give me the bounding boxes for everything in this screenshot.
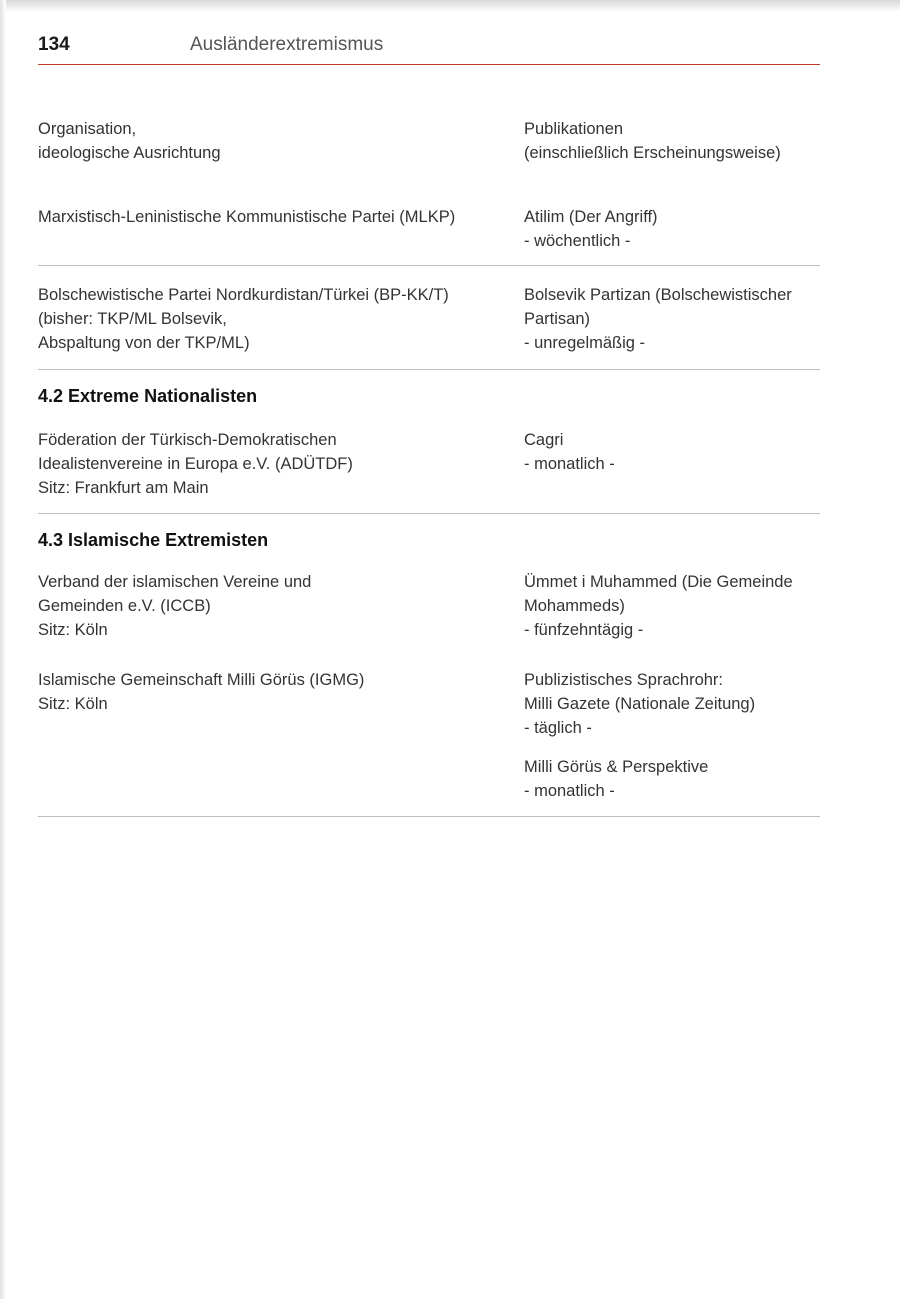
scan-left-shadow bbox=[0, 0, 6, 1299]
organisation-line: Sitz: Köln bbox=[38, 695, 108, 713]
organisation-line: Islamische Gemeinschaft Milli Görüs (IGMG) bbox=[38, 671, 365, 689]
publication-bolsevik-partizan bbox=[524, 283, 820, 355]
running-title: Ausländerextremismus bbox=[190, 34, 384, 55]
publication-atilim bbox=[524, 205, 820, 253]
table-bottom-rule bbox=[38, 816, 820, 817]
section-heading-islamists: 4.3 Islamische Extremisten bbox=[38, 530, 269, 550]
section-heading-nationalists: 4.2 Extreme Nationalisten bbox=[38, 386, 258, 406]
row-divider bbox=[38, 265, 820, 266]
organisation-iccb bbox=[38, 570, 508, 642]
page-number: 134 bbox=[38, 34, 70, 55]
organisation-line: Sitz: Frankfurt am Main bbox=[38, 479, 209, 497]
column-heading-publications bbox=[524, 117, 820, 165]
row-divider bbox=[38, 369, 820, 370]
publication-frequency: - fünfzehntägig - bbox=[524, 621, 644, 639]
publication-frequency: - wöchentlich - bbox=[524, 232, 631, 250]
organisation-igmg bbox=[38, 668, 508, 716]
publication-line: Mohammeds) bbox=[524, 597, 625, 615]
publication-line: Publizistisches Sprachrohr: bbox=[524, 671, 723, 689]
organisation-line: Verband der islamischen Vereine und bbox=[38, 573, 312, 591]
publication-line: Ümmet i Muhammed (Die Gemeinde bbox=[524, 573, 793, 591]
column-heading-organisation bbox=[38, 117, 508, 165]
header-rule bbox=[38, 64, 820, 65]
publication-line: Cagri bbox=[524, 431, 564, 449]
organisation-mlkp bbox=[38, 205, 508, 229]
organisation-line: Föderation der Türkisch-Demokratischen bbox=[38, 431, 337, 449]
organisation-line: Sitz: Köln bbox=[38, 621, 108, 639]
column-heading-line: Publikationen bbox=[524, 120, 624, 138]
organisation-line: Bolschewistische Partei Nordkurdistan/Türkei (BP-KK/T) bbox=[38, 286, 449, 304]
publication-frequency: - täglich - bbox=[524, 719, 592, 737]
publication-ummet-i-muhammed bbox=[524, 570, 820, 642]
publication-frequency: - monatlich - bbox=[524, 782, 615, 800]
scan-top-shadow bbox=[0, 0, 900, 12]
organisation-bp-kkt bbox=[38, 283, 508, 355]
organisation-line: (bisher: TKP/ML Bolsevik, bbox=[38, 310, 227, 328]
organisation-line: Abspaltung von der TKP/ML) bbox=[38, 334, 250, 352]
publication-line: Milli Gazete (Nationale Zeitung) bbox=[524, 695, 756, 713]
publication-line: Atilim (Der Angriff) bbox=[524, 208, 658, 226]
publication-cagri bbox=[524, 428, 820, 476]
organisation-adutdf bbox=[38, 428, 508, 500]
organisation-line: Idealistenvereine in Europa e.V. (ADÜTDF) bbox=[38, 455, 353, 473]
publication-line: Bolsevik Partizan (Bolschewistischer bbox=[524, 286, 792, 304]
publication-frequency: - unregelmäßig - bbox=[524, 334, 646, 352]
organisation-line: Gemeinden e.V. (ICCB) bbox=[38, 597, 211, 615]
column-heading-line: Organisation, bbox=[38, 120, 137, 138]
publication-line: Partisan) bbox=[524, 310, 591, 328]
section-divider bbox=[38, 513, 820, 514]
column-heading-line: (einschließlich Erscheinungsweise) bbox=[524, 144, 781, 162]
publication-milli-gazete bbox=[524, 668, 820, 740]
page-header bbox=[38, 34, 820, 62]
publication-frequency: - monatlich - bbox=[524, 455, 615, 473]
publication-milli-gorus-perspektive bbox=[524, 755, 820, 803]
column-heading-line: ideologische Ausrichtung bbox=[38, 144, 221, 162]
publication-line: Milli Görüs & Perspektive bbox=[524, 758, 709, 776]
organisation-line: Marxistisch-Leninistische Kommunistische Partei (MLKP) bbox=[38, 208, 456, 226]
